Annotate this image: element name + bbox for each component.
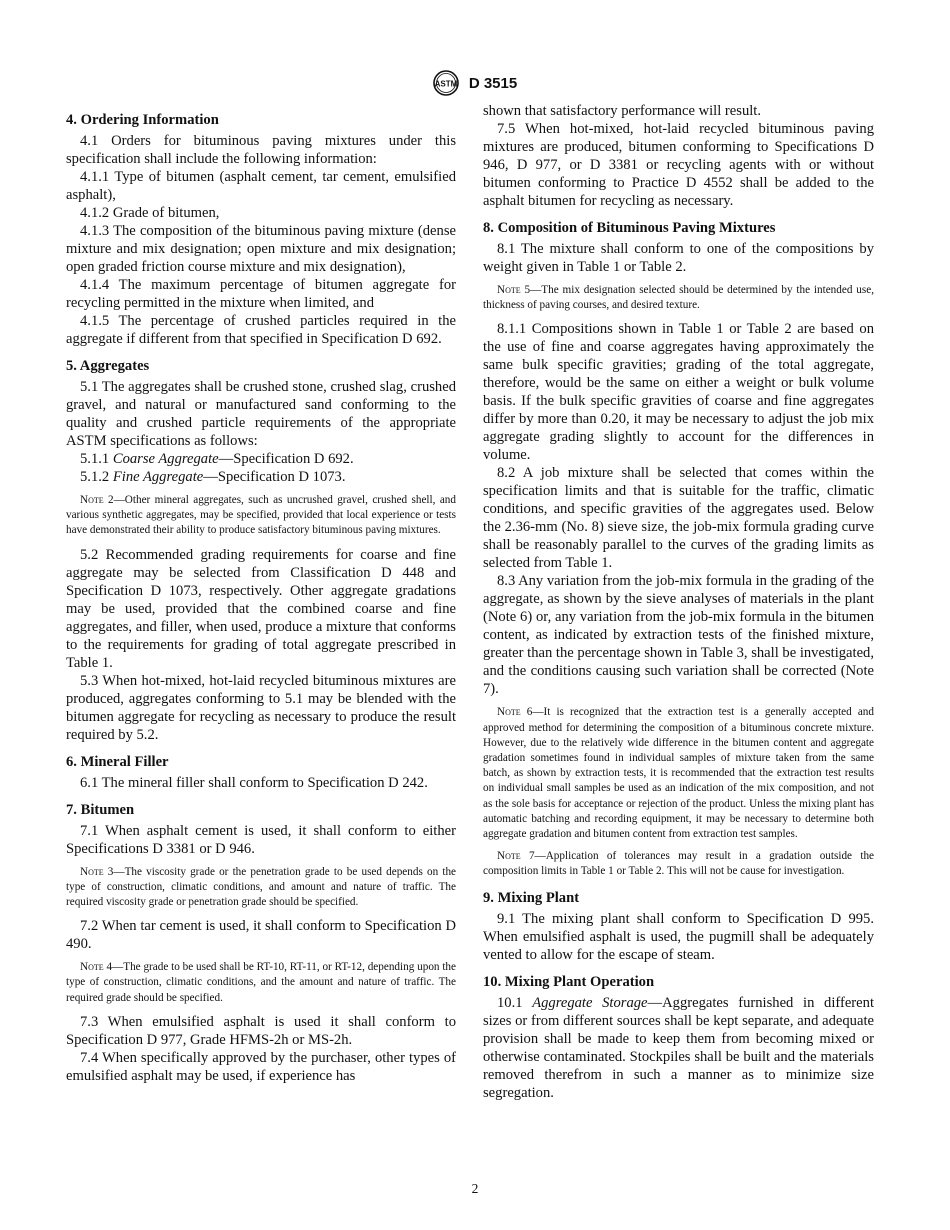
note-4: Note 4—The grade to be used shall be RT-10, RT-11, or RT-12, depending upon the type of construction, climatic conditions, and the amount and nature of traffic. The required grade should be specified. bbox=[66, 961, 456, 1004]
para-10-1: 10.1 Aggregate Storage—Aggregates furnished in different sizes or from different sources shall be kept separate, and adequate provision shall be made to keep them from becoming mixed or otherwise contaminated. Stockpiles shall be built and the materials removed therefrom in such a manner as to minimize size segregation. bbox=[483, 994, 874, 1101]
section-4-title: 4. Ordering Information bbox=[66, 112, 219, 128]
para-4-1-2: 4.1.2 Grade of bitumen, bbox=[80, 205, 220, 221]
section-9-title: 9. Mixing Plant bbox=[483, 889, 580, 906]
para-5-1: 5.1 The aggregates shall be crushed stone, crushed slag, crushed gravel, and natural or manufactured sand conforming to the quality and crushed particle requirements of the appropriate ASTM specifications as follows: bbox=[66, 379, 456, 449]
para-4-1-3: 4.1.3 The composition of the bituminous paving mixture (dense mixture and mix designation; open mixture and mix designation; open graded friction course mixture and mix designation), bbox=[66, 223, 456, 275]
astm-logo-icon bbox=[433, 70, 459, 96]
para-8-1-1: 8.1.1 Compositions shown in Table 1 or Table 2 are based on the use of fine and coarse aggregates having approximately the same bulk specific gravities; grading of the total aggregate, therefore, would be the same on either a weight or bulk volume basis. If the bulk specific gravities of coarse and fine aggregates differ by more than 0.20, it may be necessary to adjust the job mix aggregate grading slightly to account for the differences in volume. bbox=[483, 321, 874, 464]
para-7-1: 7.1 When asphalt cement is used, it shall conform to either Specifications D 3381 or D 946. bbox=[66, 822, 456, 857]
page-header bbox=[0, 70, 950, 96]
note-5: Note 5—The mix designation selected should be determined by the intended use, thickness of paving courses, and desired texture. bbox=[483, 284, 874, 312]
para-8-2: 8.2 A job mixture shall be selected that comes within the specification limits and that is suitable for the traffic, climatic conditions, and specific gravities of the aggregates used. Below the 2.36-mm (No. 8) sieve size, the job-mix formula grading curve shall be reasonably parallel to the curves of the grading limits as selected from Table 1. bbox=[483, 465, 874, 572]
para-7-4: 7.4 When specifically approved by the purchaser, other types of emulsified asphalt may be used, if experience has bbox=[66, 1049, 456, 1084]
section-8-title: 8. Composition of Bituminous Paving Mixtures bbox=[483, 220, 776, 236]
para-4-1-5: 4.1.5 The percentage of crushed particles required in the aggregate if different from that specified in Specification D 692. bbox=[66, 313, 456, 347]
page-number: 2 bbox=[471, 1181, 479, 1196]
para-7-2: 7.2 When tar cement is used, it shall conform to Specification D 490. bbox=[66, 918, 456, 953]
para-4-1: 4.1 Orders for bituminous paving mixtures under this specification shall include the following information: bbox=[66, 133, 456, 167]
document-id: D 3515 bbox=[468, 74, 518, 92]
para-8-3: 8.3 Any variation from the job-mix formula in the grading of the aggregate, as shown by the sieve analyses of materials in the plant (Note 6) or, any variation from the job-mix formula in the bitumen content, as indicated by extraction tests of the finished mixture, greater than the percentage shown in Table 3, shall be investigated, and the conditions causing such variation shall be corrected (Note 7). bbox=[483, 573, 874, 698]
para-5-2: 5.2 Recommended grading requirements for coarse and fine aggregate may be selected from Classification D 448 and Specification D 1073, respectively. Other aggregate gradations may be used, provided that the combined coarse and fine aggregates, and filler, when used, produce a mixture that conforms to the requirements for grading of total aggregate prescribed in Table 1. bbox=[66, 546, 456, 671]
section-6-title: 6. Mineral Filler bbox=[66, 753, 169, 770]
note-3: Note 3—The viscosity grade or the penetration grade to be used depends on the type of construction, climatic conditions, and amount and nature of traffic. The required viscosity grade or penetration grade should be specified. bbox=[66, 865, 456, 909]
para-5-3: 5.3 When hot-mixed, hot-laid recycled bituminous mixtures are produced, aggregates conforming to 5.1 may be blended with the bitumen aggregate for recycling as necessary to produce the result required by 5.2. bbox=[66, 672, 456, 743]
para-5-1-1: 5.1.1 Coarse Aggregate—Specification D 692. bbox=[80, 451, 354, 467]
para-6-1: 6.1 The mineral filler shall conform to Specification D 242. bbox=[80, 774, 428, 791]
left-column bbox=[66, 102, 456, 1085]
section-7-title: 7. Bitumen bbox=[66, 801, 135, 818]
para-7-3: 7.3 When emulsified asphalt is used it shall conform to Specification D 977, Grade HFMS-2h or MS-2h. bbox=[66, 1013, 456, 1048]
note-6: Note 6—It is recognized that the extraction test is a generally accepted and approved method for determining the composition of a bituminous concrete mixture. However, due to the relatively wide difference in the bitumen content and aggregate gradation sometimes found in individual samples of mixture taken from the same batch, as shown by extraction tests, it is recommended that the extraction test results on individual small samples be used as an indication of the mix composition, and not as the sole basis for acceptance or rejection of the product. Unless the mixing plant has automatic batching and recording equipment, it may be necessary to determine both aggregate gradation and bitumen content from extraction test samples. bbox=[483, 706, 874, 841]
para-4-1-4: 4.1.4 The maximum percentage of bitumen aggregate for recycling permitted in the mixture when limited, and bbox=[66, 277, 456, 311]
para-4-1-1: 4.1.1 Type of bitumen (asphalt cement, tar cement, emulsified asphalt), bbox=[66, 169, 456, 203]
note-2: Note 2—Other mineral aggregates, such as uncrushed gravel, crushed shell, and various synthetic aggregates, may be specified, provided that local experience or tests have demonstrated their ability to produce satisfactory bituminous paving mixtures. bbox=[66, 494, 456, 537]
note-7: Note 7—Application of tolerances may result in a gradation outside the composition limits in Table 1 or Table 2. This will not be cause for investigation. bbox=[483, 850, 874, 878]
section-5-title: 5. Aggregates bbox=[66, 358, 150, 374]
para-9-1: 9.1 The mixing plant shall conform to Specification D 995. When emulsified asphalt is used, the pugmill shall be adequately vented to allow for the escape of steam. bbox=[483, 910, 874, 963]
svg-text:ASTM: ASTM bbox=[434, 79, 458, 89]
para-7-5: 7.5 When hot-mixed, hot-laid recycled bituminous paving mixtures are produced, bitumen conforming to Specifications D 946, D 977, or D 3381 or recycling agents with or without bitumen conforming to Practice D 4552 shall be added to the asphalt bitumen for recycling as necessary. bbox=[483, 121, 874, 209]
right-column bbox=[483, 102, 874, 1102]
para-5-1-2: 5.1.2 Fine Aggregate—Specification D 1073. bbox=[80, 469, 346, 485]
para-7-4-continued: shown that satisfactory performance will result. bbox=[483, 103, 762, 119]
para-8-1: 8.1 The mixture shall conform to one of the compositions by weight given in Table 1 or Table 2. bbox=[483, 241, 874, 275]
section-10-title: 10. Mixing Plant Operation bbox=[483, 973, 655, 990]
